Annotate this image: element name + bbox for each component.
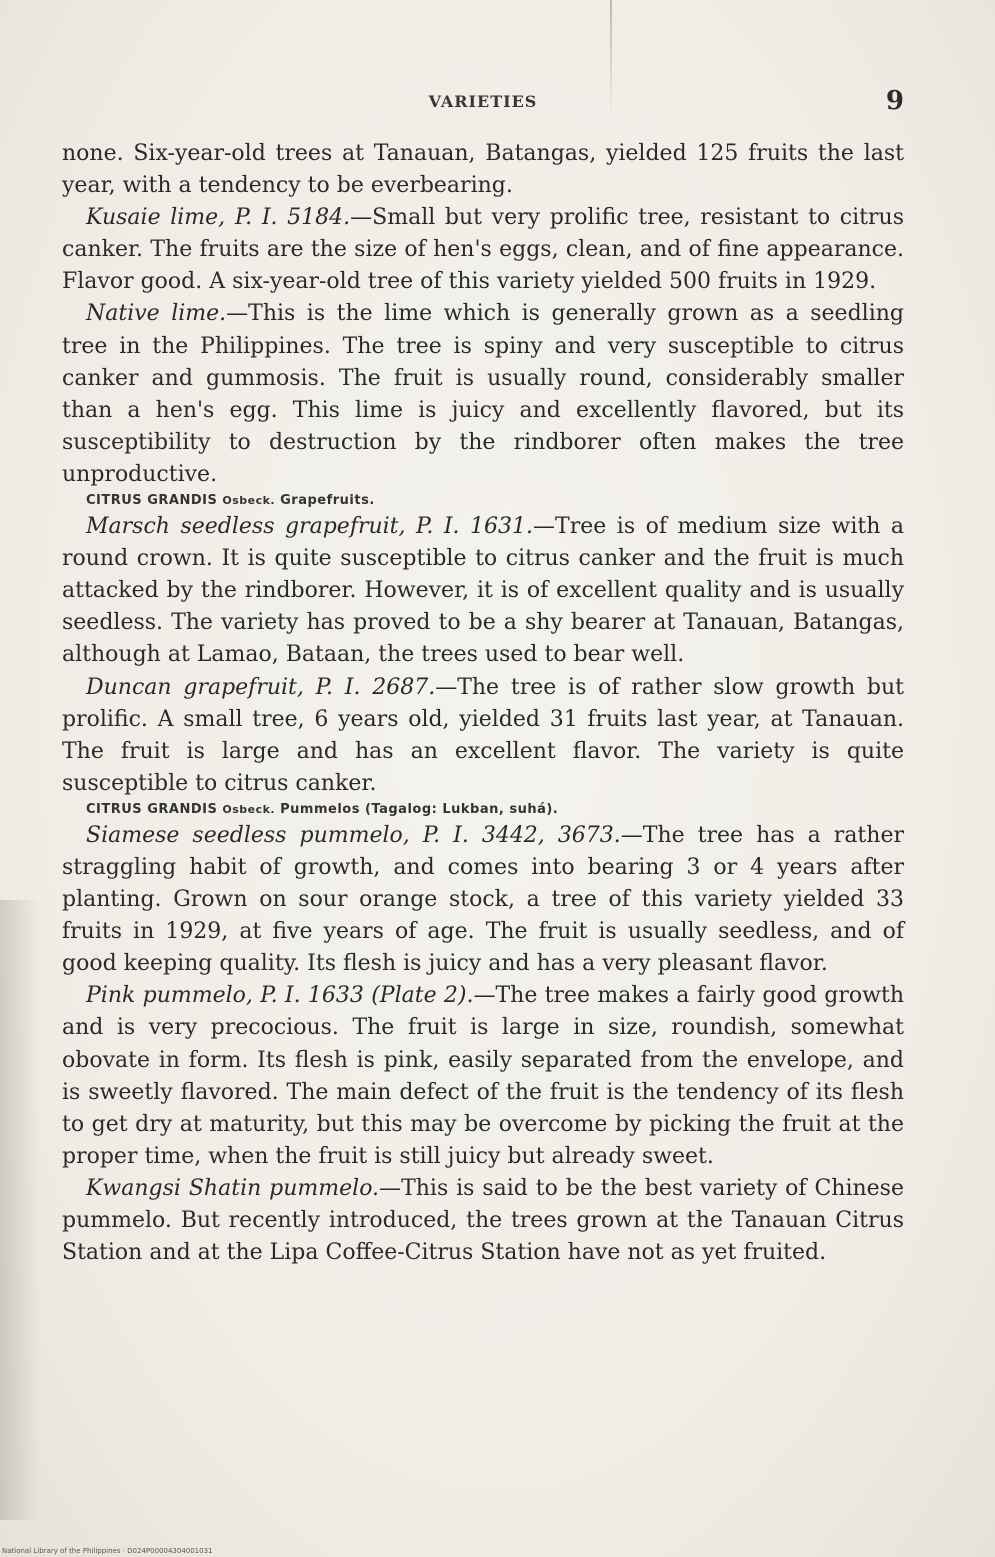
paragraph-text: —Small but very prolific tree, resistant to citrus canker. The fruits are the size of hen's eggs, clean, and of fine appearance. Flavor good. A six-year-old tree of this variety yielded 500 fruits in 1929. [62, 205, 904, 295]
paragraph-text: —The tree makes a fairly good growth and is very precocious. The fruit is large in size, roundish, somewhat obovate in form. Its flesh is pink, easily separated from the envelope, and is sweetly flavored. The main defect of the fruit is the tendency of its flesh to get dry at maturity, but this may be overcome by picking the fruit at the proper time, when the fruit is still juicy but already sweet. [62, 983, 904, 1169]
paragraph-text: —The tree has a rather straggling habit of growth, and comes into bearing 3 or 4 years after planting. Grown on sour orange stock, a tree of this variety yielded 33 fruits in 1929, at five years of age. The fruit is usually seedless, and of good keeping quality. Its flesh is juicy and has a very pleasant flavor. [62, 822, 904, 977]
variety-title: Marsch seedless grapefruit, P. I. 1631. [86, 514, 534, 540]
variety-title: Kusaie lime, P. I. 5184. [86, 205, 351, 231]
common-name: Grapefruits. [280, 493, 375, 509]
page-edge-shadow [0, 900, 40, 1520]
paragraph-text: —The tree is of rather slow growth but prolific. A small tree, 6 years old, yielded 31 fruits last year, at Tanauan. The fruit is large and has an excellent flavor. The variety is quite susceptible to citrus canker. [62, 674, 904, 796]
paragraph-native-lime [62, 298, 904, 491]
paragraph-text: —Tree is of medium size with a round crown. It is quite susceptible to citrus canker and the fruit is much attacked by the rindborer. However, it is of excellent quality and is usually seedless. The variety has proved to be a shy bearer at Tanauan, Batangas, although at Lamao, Bataan, the trees used to bear well. [62, 514, 904, 668]
species-author: Osbeck. [222, 802, 276, 816]
variety-title: Duncan grapefruit, P. I. 2687. [86, 674, 436, 700]
page-header [62, 88, 904, 118]
paragraph-marsch-grapefruit [62, 511, 904, 671]
variety-title: Kwangsi Shatin pummelo. [86, 1175, 380, 1201]
species-name: CITRUS GRANDIS [86, 493, 218, 509]
species-name: CITRUS GRANDIS [86, 801, 218, 817]
paragraph [62, 138, 904, 202]
section-heading-pummelos [62, 800, 904, 820]
paragraph-text: none. Six-year-old trees at Tanauan, Batangas, yielded 125 fruits the last year, with a tendency to be everbearing. [62, 141, 904, 199]
running-head: VARIETIES [428, 92, 538, 111]
paragraph-kusaie-lime [62, 202, 904, 298]
paragraph-siamese-pummelo [62, 820, 904, 980]
paragraph-kwangsi-pummelo [62, 1173, 904, 1269]
variety-title: Siamese seedless pummelo, P. I. 3442, 3673. [86, 822, 621, 848]
paragraph-pink-pummelo [62, 980, 904, 1173]
paragraph-text: —This is said to be the best variety of Chinese pummelo. But recently introduced, the trees grown at the Tanauan Citrus Station and at the Lipa Coffee-Citrus Station have not as yet fruited. [62, 1175, 904, 1266]
paragraph-duncan-grapefruit [62, 672, 904, 800]
common-name: Pummelos (Tagalog: Lukban, suhá). [280, 801, 559, 817]
body-text [62, 138, 904, 1269]
species-author: Osbeck. [222, 494, 276, 508]
paragraph-text: —This is the lime which is generally grown as a seedling tree in the Philippines. The tree is spiny and very susceptible to citrus canker and gummosis. The fruit is usually round, considerably smaller than a hen's egg. This lime is juicy and excellently flavored, but its susceptibility to destruction by the rindborer often makes the tree unproductive. [62, 301, 904, 487]
section-heading-grapefruits [62, 491, 904, 511]
library-footer-note: National Library of the Philippines · D024P00004304001031 [2, 1547, 213, 1555]
page-number: 9 [885, 86, 904, 116]
variety-title: Pink pummelo, P. I. 1633 (Plate 2). [86, 983, 474, 1009]
variety-title: Native lime. [86, 301, 227, 327]
